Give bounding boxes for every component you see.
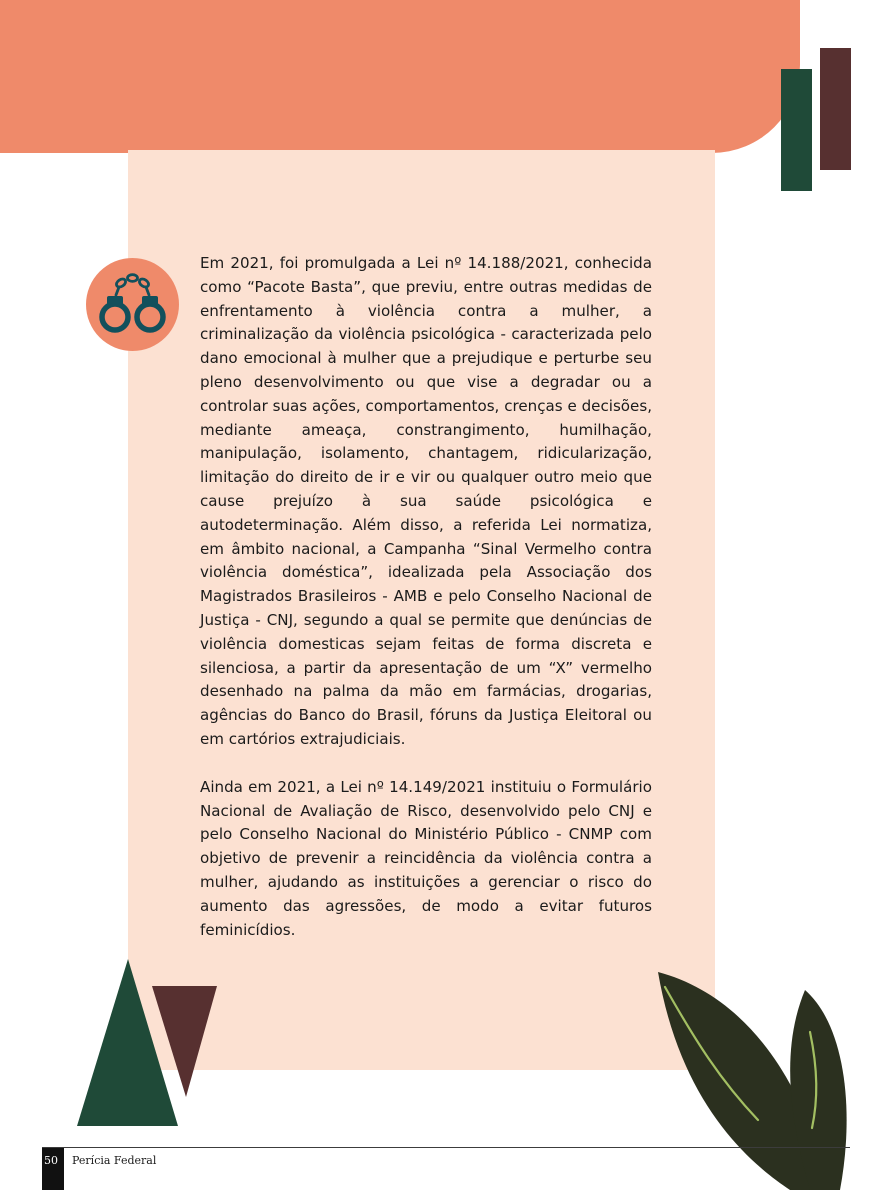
page-number: 50: [44, 1154, 58, 1167]
article-paragraph: Em 2021, foi promulgada a Lei nº 14.188/2021, conhecida como “Pacote Basta”, que previu, entre outras medidas de enfrentamento à violência contra a mulher, a criminalização da violência psicológica - caracterizada pelo dano emocional à mulher que a prejudique e perturbe seu pleno desenvolvimento ou que vise a degradar ou a controlar suas ações, comportamentos, crenças e decisões, mediante ameaça, constrangimento, humilhação, manipulação, isolamento, chantagem, ridicularização, limitação do direito de ir e vir ou qualquer outro meio que cause prejuízo à sua saúde psicológica e autodeterminação. Além disso, a referida Lei normatiza, em âmbito nacional, a Campanha “Sinal Vermelho contra violência doméstica”, idealizada pela Associação dos Magistrados Brasileiros - AMB e pelo Conselho Nacional de Justiça - CNJ, segundo a qual se permite que denúncias de violência domesticas sejam feitas de forma discreta e silenciosa, a partir da apresentação de um “X” vermelho desenhado na palma da mão em farmácias, drogarias, agências do Banco do Brasil, fóruns da Justiça Eleitoral ou em cartórios extrajudiciais.: [200, 254, 652, 748]
decorative-brown-triangle: [152, 986, 218, 1098]
handcuffs-icon: [86, 258, 179, 351]
icon-badge: [86, 258, 179, 351]
article-body: [200, 252, 652, 942]
footer-divider: [42, 1147, 850, 1148]
decorative-brown-bar: [820, 48, 851, 170]
article-paragraph: Ainda em 2021, a Lei nº 14.149/2021 instituiu o Formulário Nacional de Avaliação de Risco, desenvolvido pelo CNJ e pelo Conselho Nacional do Ministério Público - CNMP com objetivo de prevenir a reincidência da violência contra a mulher, ajudando as instituições a gerenciar o risco do aumento das agressões, de modo a evitar futuros feminicídios.: [200, 777, 652, 939]
decorative-green-bar: [781, 69, 812, 191]
publication-title: Perícia Federal: [72, 1154, 157, 1167]
top-decorative-band: [0, 0, 800, 153]
decorative-leaves-illustration: [640, 960, 892, 1190]
